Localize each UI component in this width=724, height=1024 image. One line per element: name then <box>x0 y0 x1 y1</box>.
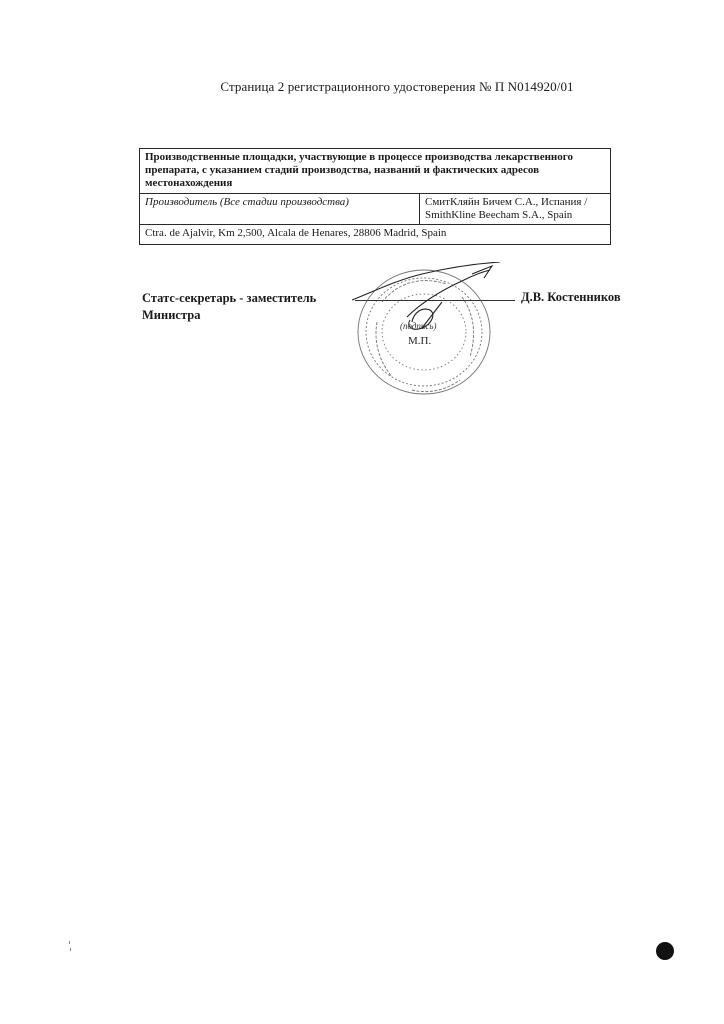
table-heading-row <box>140 149 611 194</box>
manufacturer-role-cell: Производитель (Все стадии производства) <box>140 194 420 225</box>
scan-speck <box>70 948 71 951</box>
site-address-cell: Ctra. de Ajalvir, Km 2,500, Alcala de Henares, 28806 Madrid, Spain <box>140 225 611 245</box>
table-row <box>140 194 611 225</box>
production-sites-table <box>139 148 611 245</box>
signer-position-line2: Министра <box>142 308 201 322</box>
official-seal-stamp <box>352 262 502 402</box>
page-header <box>0 79 724 95</box>
scan-speck <box>69 941 70 944</box>
signature-caption: (подпись) <box>400 321 437 331</box>
registration-page-title: Страница 2 регистрационного удостоверения № П N014920/01 <box>220 79 574 94</box>
signer-position <box>142 290 316 324</box>
signer-name: Д.В. Костенников <box>521 290 621 304</box>
signer-position-line1: Статс-секретарь - заместитель <box>142 291 317 305</box>
page-corner-dot <box>656 942 674 960</box>
table-heading-cell: Производственные площадки, участвующие в процессе производства лекарственного препарата, с указанием стадий производства, названий и фактических адресов местонахождения <box>140 149 611 194</box>
seal-place-mark: М.П. <box>408 335 432 347</box>
manufacturer-company-cell <box>420 194 611 225</box>
table-row <box>140 225 611 245</box>
company-name-ru: СмитКляйн Бичем С.А., Испания / <box>425 196 588 208</box>
company-name-en: SmithKline Beecham S.A., Spain <box>425 209 573 221</box>
